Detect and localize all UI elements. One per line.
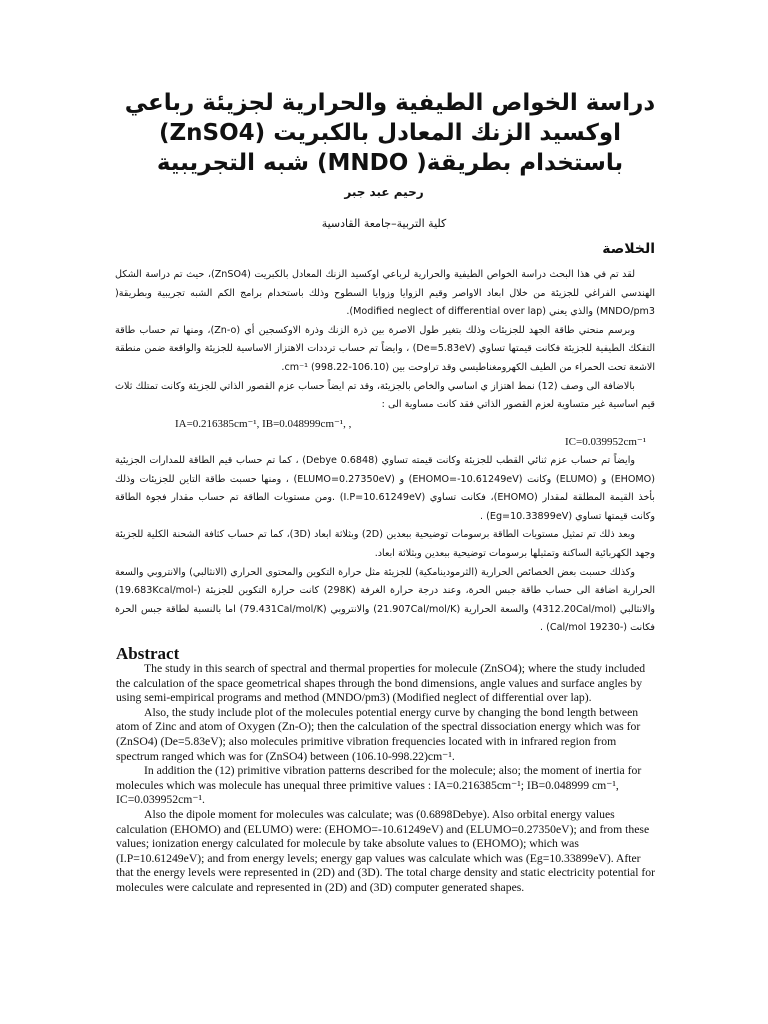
author-affiliation: كلية التربية–جامعة القادسية (321, 217, 447, 230)
english-paragraph-4: Also the dipole moment for molecules was calculate; was (0.6898Debye). Also orbital energy values calculation (EHOMO) and (ELUMO) were: (EHOMO=-10.61249eV) and (ELUMO=0.27350eV); and from these values; ionization energy calculated for molecule by take absolute values to (EHOMO); which was (I.P=10.61249eV); and from energy levels; energy gap values was calculate which was (Eg=10.33899eV). After that the energy levels were represented in (2D) and (3D). The total charge density and static electricity potential for molecules were calculate and represented in (2D) and (3D) computer generated shapes. (116, 807, 656, 894)
arabic-paragraph-1: لقد تم في هذا البحث دراسة الخواص الطيفية والحرارية لرباعي اوكسيد الزنك المعادل بالكبريت (ZnSO4)، حيث تم دراسة الشكل الهندسي الفراغي للجزيئة من خلال ابعاد الاواصر وقيم الزوايا وزوايا السطوح وذلك باستخدام برامج الكم الشبه تجريبية وبطريقة( MNDO/pm3) والذي يعني (Modified neglect of differential over lap). (115, 269, 655, 318)
inertia-line-2: IC=0.039952cm⁻¹ (565, 436, 646, 449)
english-abstract-body (116, 662, 656, 896)
english-paragraph-1: The study in this search of spectral and thermal properties for molecule (ZnSO4); where the study included the calculation of the space geometrical shapes through the bond dimensions, angle values and surface angles by using semi-empirical programs and method (MNDO/pm3) (Modified neglect of differential over lap). (116, 662, 646, 705)
english-paragraph-2: Also, the study include plot of the molecules potential energy curve by changing the bond length between atom of Zinc and atom of Oxygen (Zn-O); then the calculation of the spectral dissociation energy which was for (ZnSO4) (De=5.83eV); also molecules primitive vibration frequencies located with in infrared region from spectrum ranged which was for (ZnSO4) between (106.10-998.22)cm⁻¹. (116, 705, 641, 763)
paper-title: دراسة الخواص الطيفية والحرارية لجزيئة رباعي اوكسيد الزنك المعادل بالكبريت (ZnSO4) باستخدام بطريقة( MNDO) شبه التجريبية (124, 90, 656, 176)
arabic-paragraph-3: بالاضافة الى وصف (12) نمط اهتزاز ي اساسي والخاص بالجزيئة، وقد تم ايضاً حساب عزم القصور الذاتي للجزيئة وكانت تمتلك ثلاث قيم اساسية غير متساوية لعزم القصور الذاتي فقد كانت مساوية الى : (115, 380, 655, 411)
author-name: رحيم عبد جبر (344, 185, 424, 199)
english-paragraph-3: In addition the (12) primitive vibration patterns described for the molecule; also; the moment of inertia for molecules which was molecule has unequal three primitive values : IA=0.216385cm⁻¹; IB=0.048999 cm⁻¹, IC=0.039952cm⁻¹. (116, 764, 642, 807)
arabic-abstract-heading: الخلاصة (602, 241, 655, 257)
arabic-paragraph-6: وكذلك حسبت بعض الخصائص الحرارية (الثرمودينامكية) للجزيئة مثل حرارة التكوين والمحتوى الحراري (الانثالبي) والانتروبي والسعة الحرارية اضافة الى حساب طاقة جبس الحرة، وعند درجة حرارة الغرفة (298K) كانت حرارة التكوين للجزيئة (-19.683Kcal/mol) والانثالبي (4312.20Cal/mol) والسعة الحرارية (21.907Cal/mol/K) والانتروبي (79.431Cal/mol/K) اما بالنسبة لطاقة جبس الحرة فكانت (-19230 Cal/mol) . (115, 566, 655, 634)
arabic-abstract-body (115, 266, 655, 638)
arabic-paragraph-2: وبرسم منحني طاقة الجهد للجزيئات وذلك بتغير طول الاصرة بين ذرة الزنك وذرة الاوكسجين أي (Zn-o)، ومنها تم حساب طاقة التفكك الطيفية للجزيئة فكانت قيمتها تساوي (De=5.83eV) ، وايضاً تم حساب ترددات الاهتزاز الاساسية للجزيئة والواقعة ضمن منطقة الاشعة تحت الحمراء من الطيف الكهرومغناطيسي وقد تراوحت بين (106.10-998.22) cm⁻¹. (115, 324, 655, 373)
arabic-paragraph-5: وبعد ذلك تم تمثيل مستويات الطاقة برسومات توضيحية ببعدين (2D) وبثلاثة ابعاد (3D)، كما تم حساب كثافة الشحنة الكلية للجزيئة وجهد الكهربائية الساكنة وتمثيلها برسومات توضيحية ببعدين وبثلاثة ابعاد. (115, 529, 655, 559)
english-abstract-heading: Abstract (116, 644, 180, 663)
inertia-line-1: IA=0.216385cm⁻¹, IB=0.048999cm⁻¹, , (175, 417, 352, 430)
arabic-paragraph-4: وايضاً تم حساب عزم ثنائي القطب للجزيئة وكانت قيمته تساوي (0.6848 Debye) ، كما تم حساب قيم الطاقة للمدارات الجزيئية (EHOMO) و (ELUMO) وكانت (EHOMO=-10.61249eV) و (ELUMO=0.27350eV) ، ومنها حسبت طاقة التاين للجزيئات وذلك بأخذ القيمة المطلقة لمقدار (EHOMO)، فكانت تساوي (I.P=10.61249eV) .ومن مستويات الطاقة تم حساب مقدار فجوة الطاقة وكانت قيمتها تساوي (Eg=10.33899eV) . (115, 454, 655, 522)
